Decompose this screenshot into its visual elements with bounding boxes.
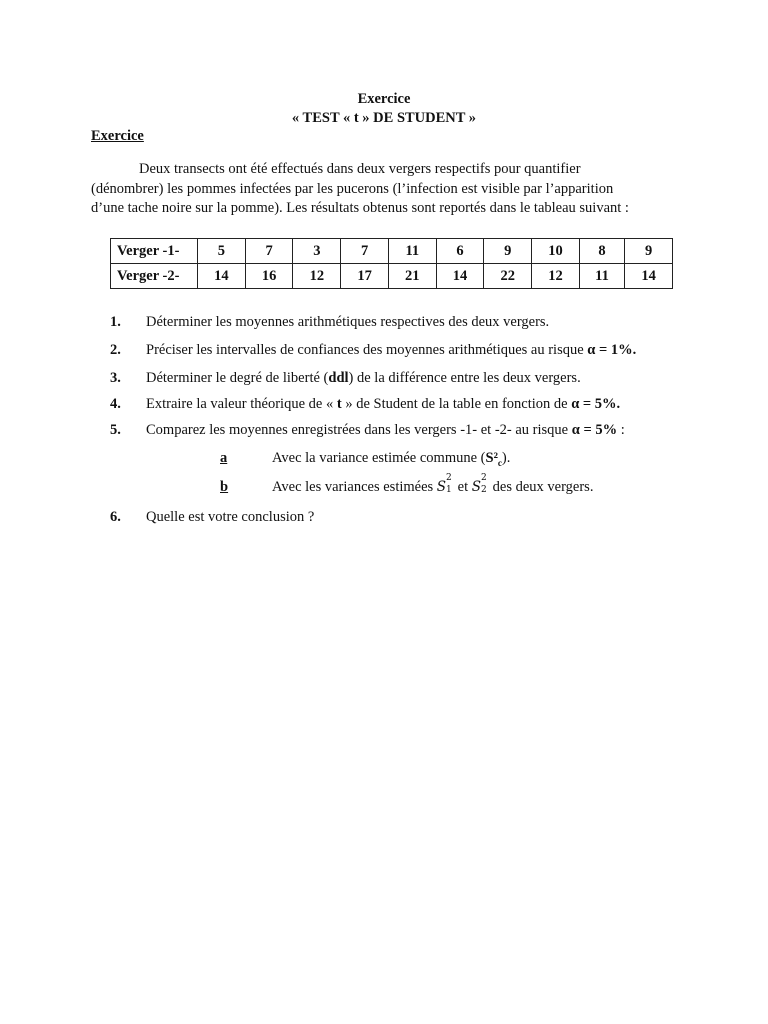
question-text <box>146 396 620 413</box>
table-cell: 3 <box>293 239 341 264</box>
table-cell: 22 <box>484 264 532 289</box>
risk-value: α = 5%. <box>571 396 621 412</box>
table-cell: 8 <box>579 239 624 264</box>
question-number: 1. <box>110 314 121 330</box>
table-cell: 10 <box>532 239 580 264</box>
question-text-part: Préciser les intervalles de confiances des moyennes arithmétiques au risque <box>146 342 588 358</box>
table-row <box>111 264 673 289</box>
risk-value: α = 5% <box>571 422 618 438</box>
title-block <box>0 90 768 128</box>
question-number: 2. <box>110 342 121 358</box>
question-text <box>146 370 581 387</box>
table-cell: 17 <box>341 264 389 289</box>
table-cell: 9 <box>625 239 673 264</box>
question-text-part: Extraire la valeur théorique de « <box>146 396 337 412</box>
t-term: t <box>336 396 342 412</box>
variance-s1 <box>436 473 454 495</box>
intro-line-2: (dénombrer) les pommes infectées par les pucerons (l’infection est visible par l’apparition <box>91 180 614 197</box>
row-label: Verger -1- <box>111 239 198 264</box>
table-cell: 12 <box>532 264 580 289</box>
table-cell: 11 <box>388 239 436 264</box>
table-cell: 11 <box>579 264 624 289</box>
orchard-data-table <box>110 238 673 289</box>
question-text <box>146 422 625 439</box>
question-text-part: » de Student de la table en fonction de <box>341 396 572 412</box>
variance-symbol: S² <box>485 450 498 466</box>
variance-s2 <box>471 473 489 495</box>
sub-item-text: Avec la variance estimée commune ( <box>272 450 486 466</box>
sub-item-text: des deux vergers. <box>489 479 594 495</box>
variance-symbol: S <box>436 479 447 495</box>
table-cell: 12 <box>293 264 341 289</box>
intro-paragraph <box>91 160 679 219</box>
question-text-part: ) de la différence entre les deux vergers. <box>348 370 581 386</box>
sub-item-letter: b <box>220 479 229 495</box>
variance-superscript: 2 <box>481 473 487 483</box>
question-text: Quelle est votre conclusion ? <box>146 509 315 525</box>
sub-item-text: ). <box>501 450 511 466</box>
table-cell: 14 <box>625 264 673 289</box>
question-text-part: Comparez les moyennes enregistrées dans les vergers -1- et -2- au risque <box>146 422 572 438</box>
sub-item-text: Avec les variances estimées <box>272 479 437 495</box>
intro-line-1: Deux transects ont été effectués dans deux vergers respectifs pour quantifier <box>139 161 581 177</box>
question-text <box>146 342 636 359</box>
table-cell: 6 <box>436 239 484 264</box>
variance-subscript: c <box>497 457 502 468</box>
question-text: Déterminer les moyennes arithmétiques respectives des deux vergers. <box>146 314 550 330</box>
table-row <box>111 239 673 264</box>
page-title: Exercice <box>357 91 411 107</box>
sub-item-b <box>220 473 594 496</box>
question-number: 3. <box>110 370 121 386</box>
intro-line-3: d’une tache noire sur la pomme). Les résultats obtenus sont reportés dans le tableau suivant : <box>91 200 629 216</box>
question-number: 4. <box>110 396 121 412</box>
page-subtitle: « TEST « t » DE STUDENT » <box>291 110 477 126</box>
table-cell: 7 <box>245 239 293 264</box>
question-text-part: Déterminer le degré de liberté ( <box>146 370 329 386</box>
row-label: Verger -2- <box>111 264 198 289</box>
ddl-term: ddl <box>328 370 349 386</box>
variance-subscript: 1 <box>446 485 452 495</box>
variance-superscript: 2 <box>446 473 452 483</box>
sub-item-a <box>220 450 510 468</box>
table-cell: 16 <box>245 264 293 289</box>
table-cell: 21 <box>388 264 436 289</box>
table-cell: 7 <box>341 239 389 264</box>
table-cell: 14 <box>436 264 484 289</box>
table-cell: 9 <box>484 239 532 264</box>
sub-item-text: et <box>454 479 472 495</box>
table-cell: 14 <box>198 264 246 289</box>
table-cell: 5 <box>198 239 246 264</box>
sub-item-letter: a <box>220 450 228 466</box>
question-number: 5. <box>110 422 121 438</box>
variance-symbol: S <box>471 479 482 495</box>
question-number: 6. <box>110 509 121 525</box>
risk-value: α = 1%. <box>587 342 637 358</box>
section-heading: Exercice <box>91 128 144 144</box>
question-text-part: : <box>617 422 625 438</box>
variance-subscript: 2 <box>481 485 487 495</box>
